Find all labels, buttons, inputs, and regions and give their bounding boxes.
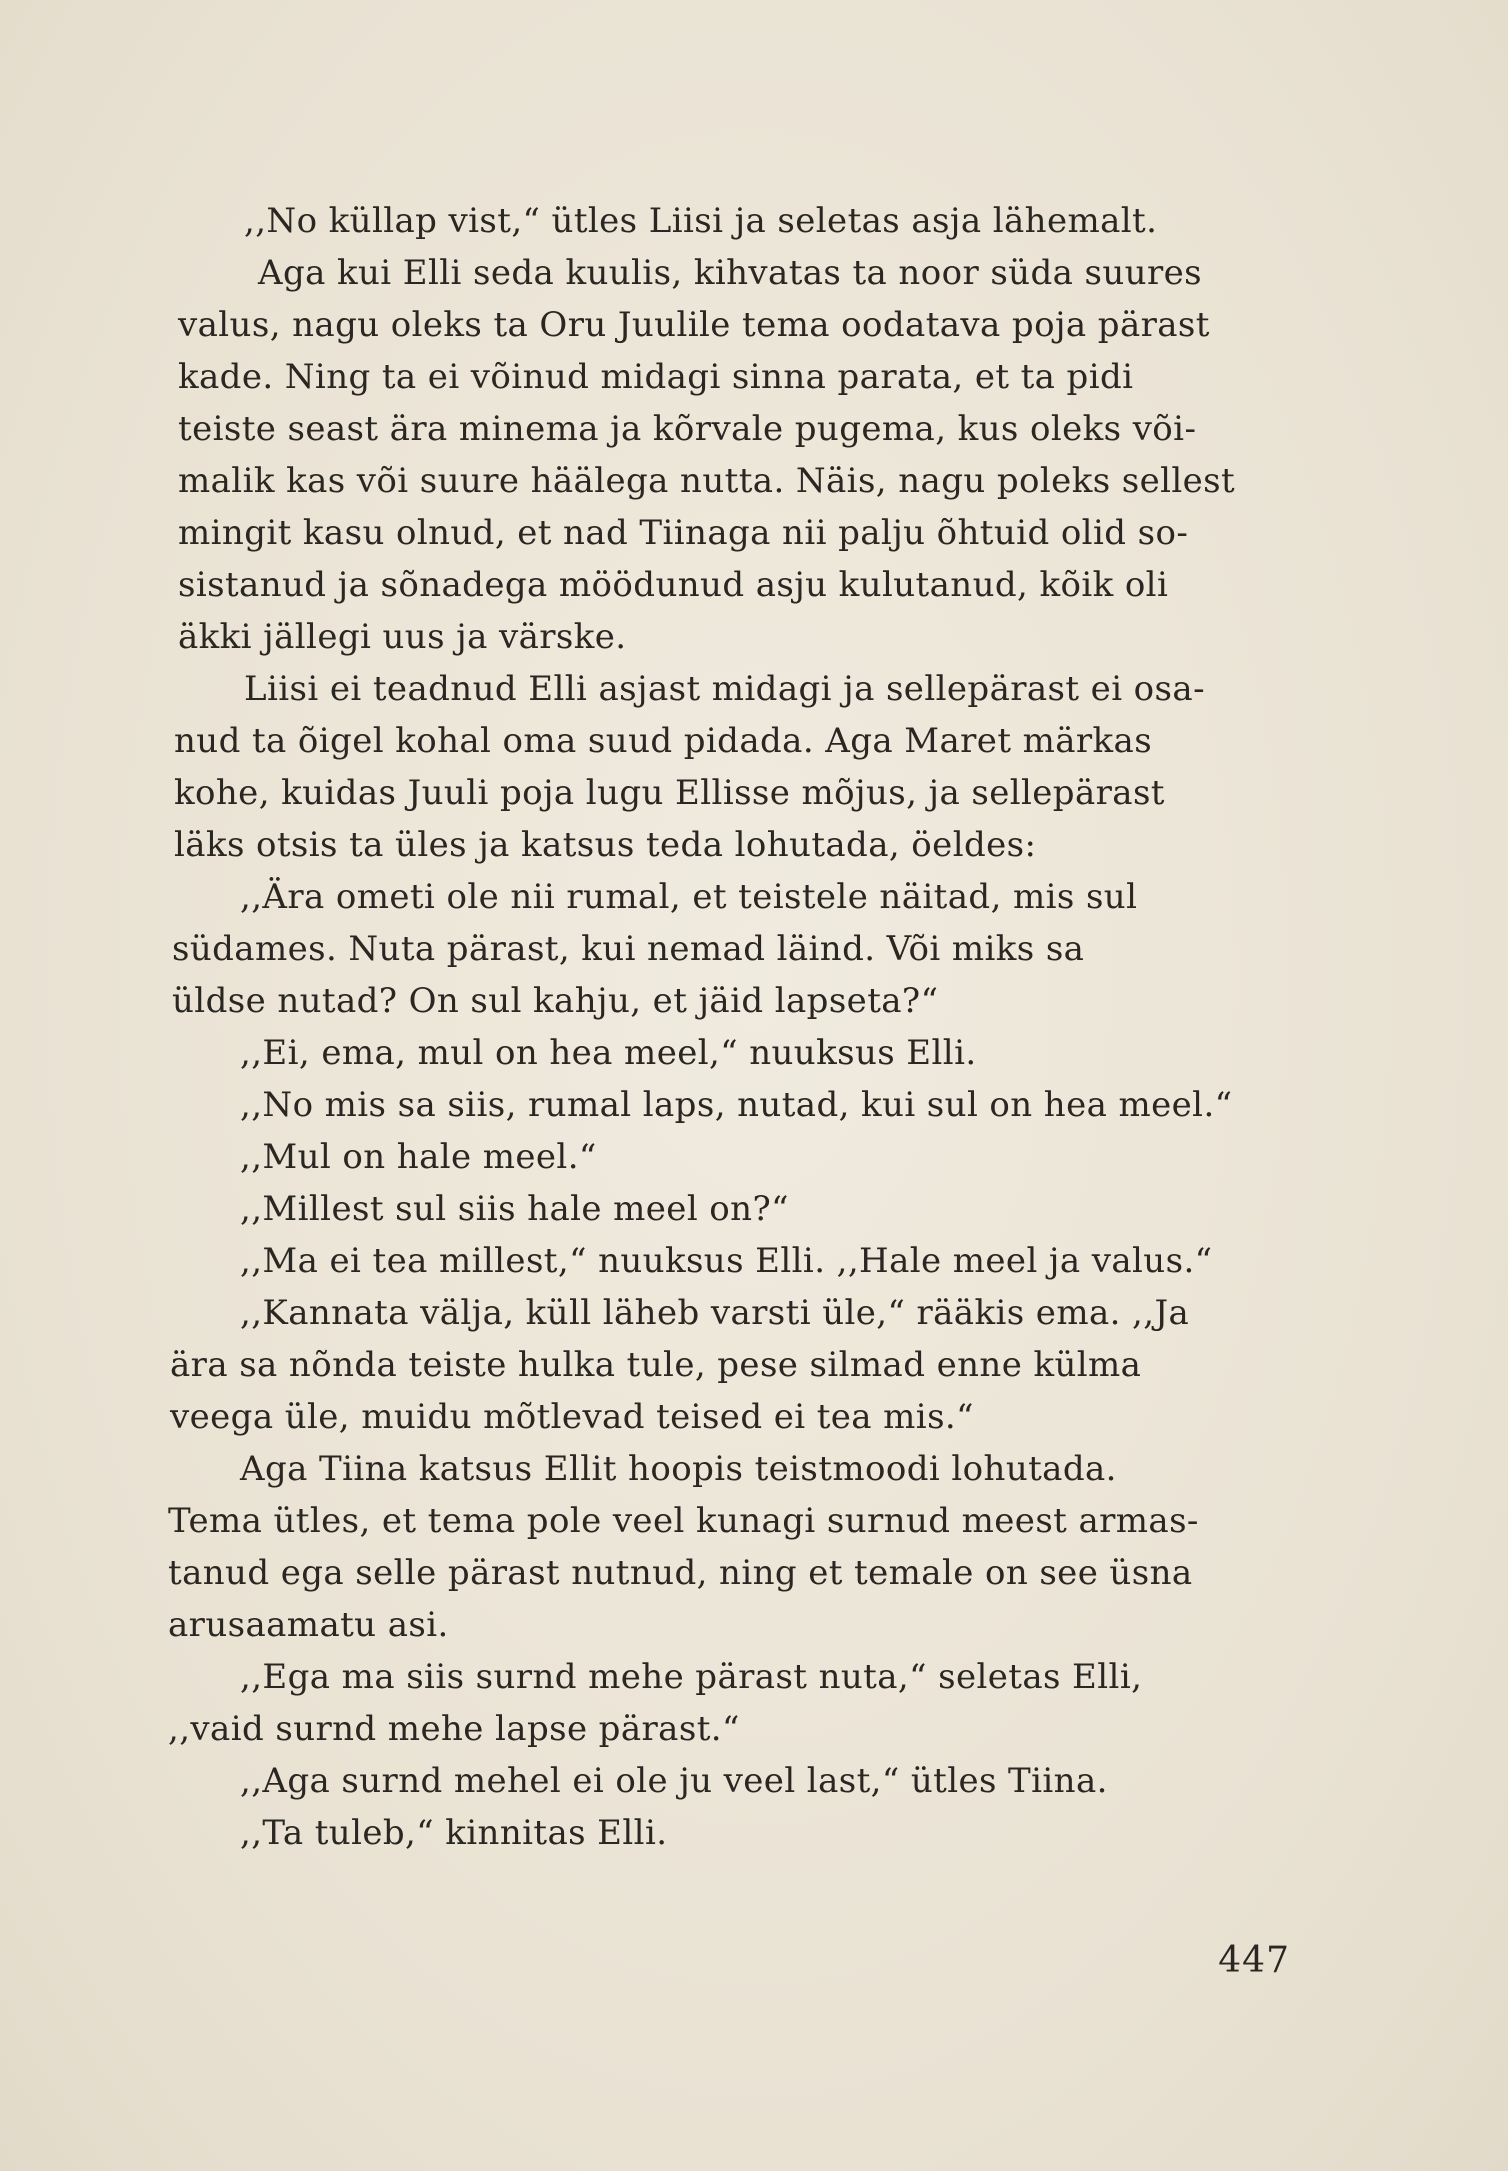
- text-line: ,,Millest sul siis hale meel on?“: [240, 1189, 789, 1229]
- text-line: Tema ütles, et tema pole veel kunagi surnud meest armas-: [168, 1501, 1199, 1541]
- page-number: 447: [1218, 1940, 1290, 1981]
- text-line: ,,Aga surnd mehel ei ole ju veel last,“ ütles Tiina.: [240, 1761, 1108, 1801]
- text-line: sistanud ja sõnadega möödunud asju kulutanud, kõik oli: [178, 565, 1169, 605]
- text-line: ,,Ta tuleb,“ kinnitas Elli.: [240, 1813, 668, 1853]
- text-line: ,,Mul on hale meel.“: [240, 1137, 597, 1177]
- text-line: malik kas või suure häälega nutta. Näis, nagu poleks sellest: [178, 461, 1236, 501]
- text-line: Liisi ei teadnud Elli asjast midagi ja sellepärast ei osa-: [244, 669, 1205, 709]
- text-line: ,,Kannata välja, küll läheb varsti üle,“ rääkis ema. ,,Ja: [240, 1293, 1190, 1333]
- text-line: Aga kui Elli seda kuulis, kihvatas ta noor süda suures: [258, 253, 1202, 293]
- text-line: nud ta õigel kohal oma suud pidada. Aga Maret märkas: [174, 721, 1153, 761]
- text-line: ,,Ma ei tea millest,“ nuuksus Elli. ,,Hale meel ja valus.“: [240, 1241, 1213, 1281]
- text-line: ,,No küllap vist,“ ütles Liisi ja seletas asja lähemalt.: [244, 201, 1158, 241]
- text-line: läks otsis ta üles ja katsus teda lohutada, öeldes:: [174, 825, 1037, 865]
- text-line: mingit kasu olnud, et nad Tiinaga nii palju õhtuid olid so-: [178, 513, 1189, 553]
- text-line: äkki jällegi uus ja värske.: [178, 617, 627, 657]
- text-line: kohe, kuidas Juuli poja lugu Ellisse mõjus, ja sellepärast: [174, 773, 1165, 813]
- text-line: ,,Ära ometi ole nii rumal, et teistele näitad, mis sul: [240, 877, 1138, 917]
- text-line: Aga Tiina katsus Ellit hoopis teistmoodi lohutada.: [240, 1449, 1117, 1489]
- text-line: ,,Ei, ema, mul on hea meel,“ nuuksus Elli.: [240, 1033, 977, 1073]
- text-line: südames. Nuta pärast, kui nemad läind. Või miks sa: [172, 929, 1085, 969]
- text-line: ,,No mis sa siis, rumal laps, nutad, kui sul on hea meel.“: [240, 1085, 1233, 1125]
- text-line: arusaamatu asi.: [168, 1605, 449, 1645]
- text-line: kade. Ning ta ei võinud midagi sinna parata, et ta pidi: [178, 357, 1134, 397]
- text-line: ära sa nõnda teiste hulka tule, pese silmad enne külma: [170, 1345, 1142, 1385]
- text-line: valus, nagu oleks ta Oru Juulile tema oodatava poja pärast: [178, 305, 1210, 345]
- text-line: veega üle, muidu mõtlevad teised ei tea mis.“: [170, 1397, 974, 1437]
- text-line: üldse nutad? On sul kahju, et jäid lapseta?“: [172, 981, 939, 1021]
- text-line: teiste seast ära minema ja kõrvale pugema, kus oleks või-: [178, 409, 1197, 449]
- text-line: ,,vaid surnd mehe lapse pärast.“: [168, 1709, 740, 1749]
- text-line: tanud ega selle pärast nutnud, ning et temale on see üsna: [168, 1553, 1193, 1593]
- text-line: ,,Ega ma siis surnd mehe pärast nuta,“ seletas Elli,: [240, 1657, 1143, 1697]
